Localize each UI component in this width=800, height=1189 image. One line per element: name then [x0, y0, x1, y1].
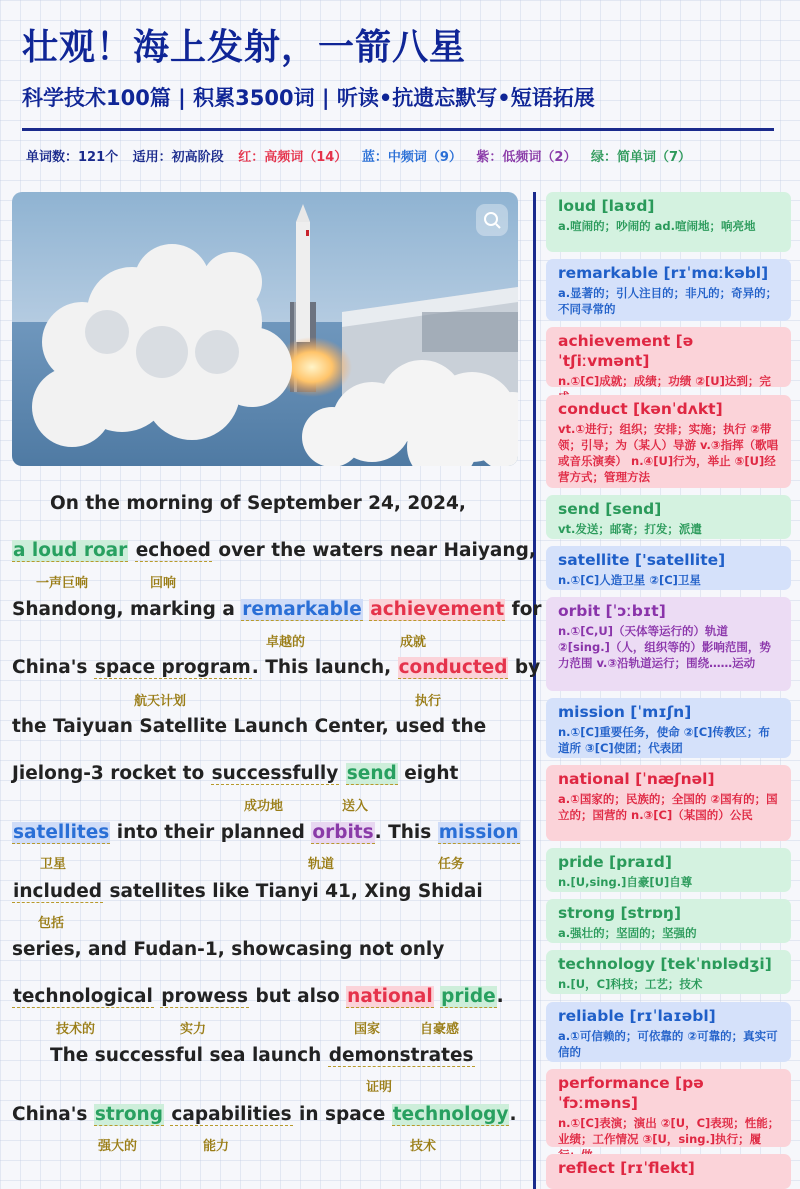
word-count: 单词数：121个 [26, 150, 119, 165]
vocab-word[interactable]: satellites [13, 822, 110, 843]
vocab-word[interactable]: strong [94, 1104, 163, 1125]
gloss: 成功地 [244, 799, 284, 814]
vocab-card-reflect [546, 1154, 791, 1189]
vocab-card-pride [546, 848, 791, 892]
vocab-word[interactable]: prowess [161, 986, 249, 1007]
passage-line: Jielong-3 rocket to successfully send eight [12, 763, 459, 784]
vocab-card-loud [546, 192, 791, 252]
passage-line: a loud roar echoed over the waters near Haiyang, [13, 540, 536, 561]
vocab-headword: conduct [kənˈdʌkt] [558, 400, 723, 418]
vocab-definition: n.①[C]成就；成绩；功绩 ②[U]达到；完 [558, 374, 771, 388]
vocab-card-mission [546, 698, 791, 758]
gloss: 技术 [410, 1139, 437, 1154]
vocab-headword: performance [pəˈfɔːməns] [558, 1074, 704, 1112]
vocab-card-national [546, 765, 791, 841]
passage-line: On the morning of September 24, 2024, [50, 493, 466, 514]
legend-blue: 蓝：中频词（9） [361, 150, 462, 165]
vocab-headword: loud [laʊd] [558, 197, 655, 215]
gloss: 强大的 [98, 1139, 138, 1154]
vocab-word[interactable]: orbits [312, 822, 374, 843]
gloss: 卓越的 [266, 635, 306, 650]
passage-line: Shandong, marking a remarkable achievement for [12, 599, 542, 620]
gloss: 包括 [38, 916, 65, 931]
gloss: 技术的 [56, 1022, 96, 1037]
vocab-word[interactable]: mission [438, 822, 519, 843]
vocab-word[interactable]: achievement [370, 599, 505, 620]
vocab-card-orbit [546, 597, 791, 691]
vocab-definition: n.①[C,U]（天体等运行的）轨道 ②[sing.]（人，组织等的）影响范围，势力范围 v.③沿轨道运行；围绕……运动 [558, 624, 771, 670]
stats-bar [26, 146, 701, 165]
page-header [22, 26, 782, 112]
passage-line: the Taiyuan Satellite Launch Center, used the [12, 716, 487, 737]
gloss: 卫星 [40, 857, 67, 872]
rocket-launch-photo [12, 192, 518, 466]
vocab-headword: achievement [əˈtʃiːvmənt] [558, 332, 694, 370]
vocab-word[interactable]: included [13, 881, 103, 902]
vocab-word[interactable]: a loud roar [13, 540, 128, 561]
vocab-headword: orbit [ˈɔːbɪt] [558, 602, 666, 620]
vocab-headword: reliable [rɪˈlaɪəbl] [558, 1007, 716, 1025]
gloss: 航天计划 [134, 694, 187, 709]
vocab-card-strong [546, 899, 791, 943]
vocab-word[interactable]: technological [13, 986, 153, 1007]
passage-line: included satellites like Tianyi 41, Xing Shidai [13, 881, 483, 902]
vocab-word[interactable]: national [347, 986, 433, 1007]
vocab-card-performance [546, 1069, 791, 1147]
vocab-word[interactable]: conducted [398, 657, 508, 678]
vocab-card-send [546, 495, 791, 539]
page-subtitle: 科学技术100篇 | 积累3500词 | 听读•抗遗忘默写•短语拓展 [22, 86, 595, 110]
vocab-definition: a.强壮的；坚固的；坚强的 [558, 926, 697, 940]
vocab-headword: reflect [rɪˈflekt] [558, 1159, 695, 1177]
vocab-definition: n.①[C]人造卫星 ②[C]卫星 [558, 573, 701, 587]
level-label: 适用：初高阶段 [132, 150, 224, 165]
vocab-definition: n.[U,sing.]自豪[U]自尊 [558, 875, 693, 889]
vocab-word[interactable]: demonstrates [328, 1045, 474, 1066]
header-divider [22, 128, 774, 131]
gloss: 实力 [180, 1022, 207, 1037]
gloss: 任务 [438, 857, 465, 872]
vocab-word[interactable]: space program [94, 657, 251, 678]
vocab-definition: n.①[C]重要任务，使命 ②[C]传教区；布道所 ③[C]使团；代表团 [558, 725, 770, 755]
gloss: 执行 [415, 694, 442, 709]
gloss: 送入 [342, 799, 369, 814]
legend-green: 绿：简单词（7） [591, 150, 692, 165]
gloss: 国家 [354, 1022, 381, 1037]
legend-red: 红：高频词（14） [238, 150, 348, 165]
vocab-card-technology [546, 950, 791, 994]
gloss: 证明 [366, 1080, 393, 1095]
vocab-headword: national [ˈnæʃnəl] [558, 770, 715, 788]
column-divider [533, 192, 536, 1189]
vocab-word[interactable]: successfully [211, 763, 339, 784]
vocab-definition: n.[U，C]科技；工艺；技术 [558, 977, 703, 991]
vocab-headword: technology [tekˈnɒlədʒi] [558, 955, 772, 973]
vocab-word[interactable]: pride [441, 986, 496, 1007]
vocab-word[interactable]: technology [392, 1104, 509, 1125]
gloss: 自豪感 [420, 1022, 460, 1037]
passage-line: China's strong capabilities in space technology. [12, 1104, 517, 1125]
vocab-word[interactable]: capabilities [171, 1104, 292, 1125]
vocab-headword: remarkable [rɪˈmɑːkəbl] [558, 264, 769, 282]
vocab-headword: satellite ['satellite] [558, 551, 726, 569]
vocab-definition: a.喧闹的；吵闹的 ad.喧闹地；响亮地 [558, 219, 756, 233]
vocab-definition: a.显著的；引人注目的；非凡的；奇异的；不同寻常的 [558, 286, 778, 316]
vocab-definition: vt.发送；邮寄；打发；派遣 [558, 522, 702, 536]
vocab-card-achievement [546, 327, 791, 387]
gloss: 一声巨响 [36, 576, 89, 591]
vocab-definition: vt.①进行；组织；安排；实施；执行 ②带领；引导；为（某人）导游 v.③指挥（歌唱或音乐演奏） n.④[U]行为，举止 ⑤[U]经营方式；管理方法 [558, 422, 779, 484]
vocab-definition: a.①可信赖的；可依靠的 ②可靠的；真实可信的 [558, 1029, 778, 1059]
vocab-card-reliable [546, 1002, 791, 1062]
gloss: 成就 [400, 635, 427, 650]
vocab-card-remarkable [546, 259, 791, 321]
vocab-headword: pride [praɪd] [558, 853, 672, 871]
gloss: 回响 [150, 576, 177, 591]
vocab-headword: mission [ˈmɪʃn] [558, 703, 692, 721]
vocab-headword: send [send] [558, 500, 662, 518]
vocab-headword: strong [strɒŋ] [558, 904, 682, 922]
vocab-word[interactable]: send [346, 763, 397, 784]
vocab-word[interactable]: remarkable [242, 599, 362, 620]
vocab-definition: n.①[C]表演；演出 ②[U，C]表现；性能；业绩；工作情况 ③[U，sing.]执行；履 [558, 1116, 780, 1146]
vocab-definition: a.①国家的；民族的；全国的 ②国有的；国立的；国营的 n.③[C]（某国的）公民 [558, 792, 778, 822]
legend-purple: 紫：低频词（2） [476, 150, 577, 165]
passage-line: China's space program. This launch, conducted by [12, 657, 541, 678]
passage-line: technological prowess but also national pride. [13, 986, 504, 1007]
vocab-card-satellite [546, 546, 791, 590]
gloss: 轨道 [308, 857, 335, 872]
lens-icon[interactable] [476, 204, 508, 236]
vocab-card-conduct [546, 395, 791, 488]
vocab-word[interactable]: echoed [135, 540, 211, 561]
page-title: 壮观！海上发射，一箭八星 [22, 27, 467, 68]
passage-line: satellites into their planned orbits. This mission [13, 822, 519, 843]
gloss: 能力 [203, 1139, 230, 1154]
passage-line: The successful sea launch demonstrates [50, 1045, 474, 1066]
passage-line: series, and Fudan-1, showcasing not only [12, 939, 445, 960]
